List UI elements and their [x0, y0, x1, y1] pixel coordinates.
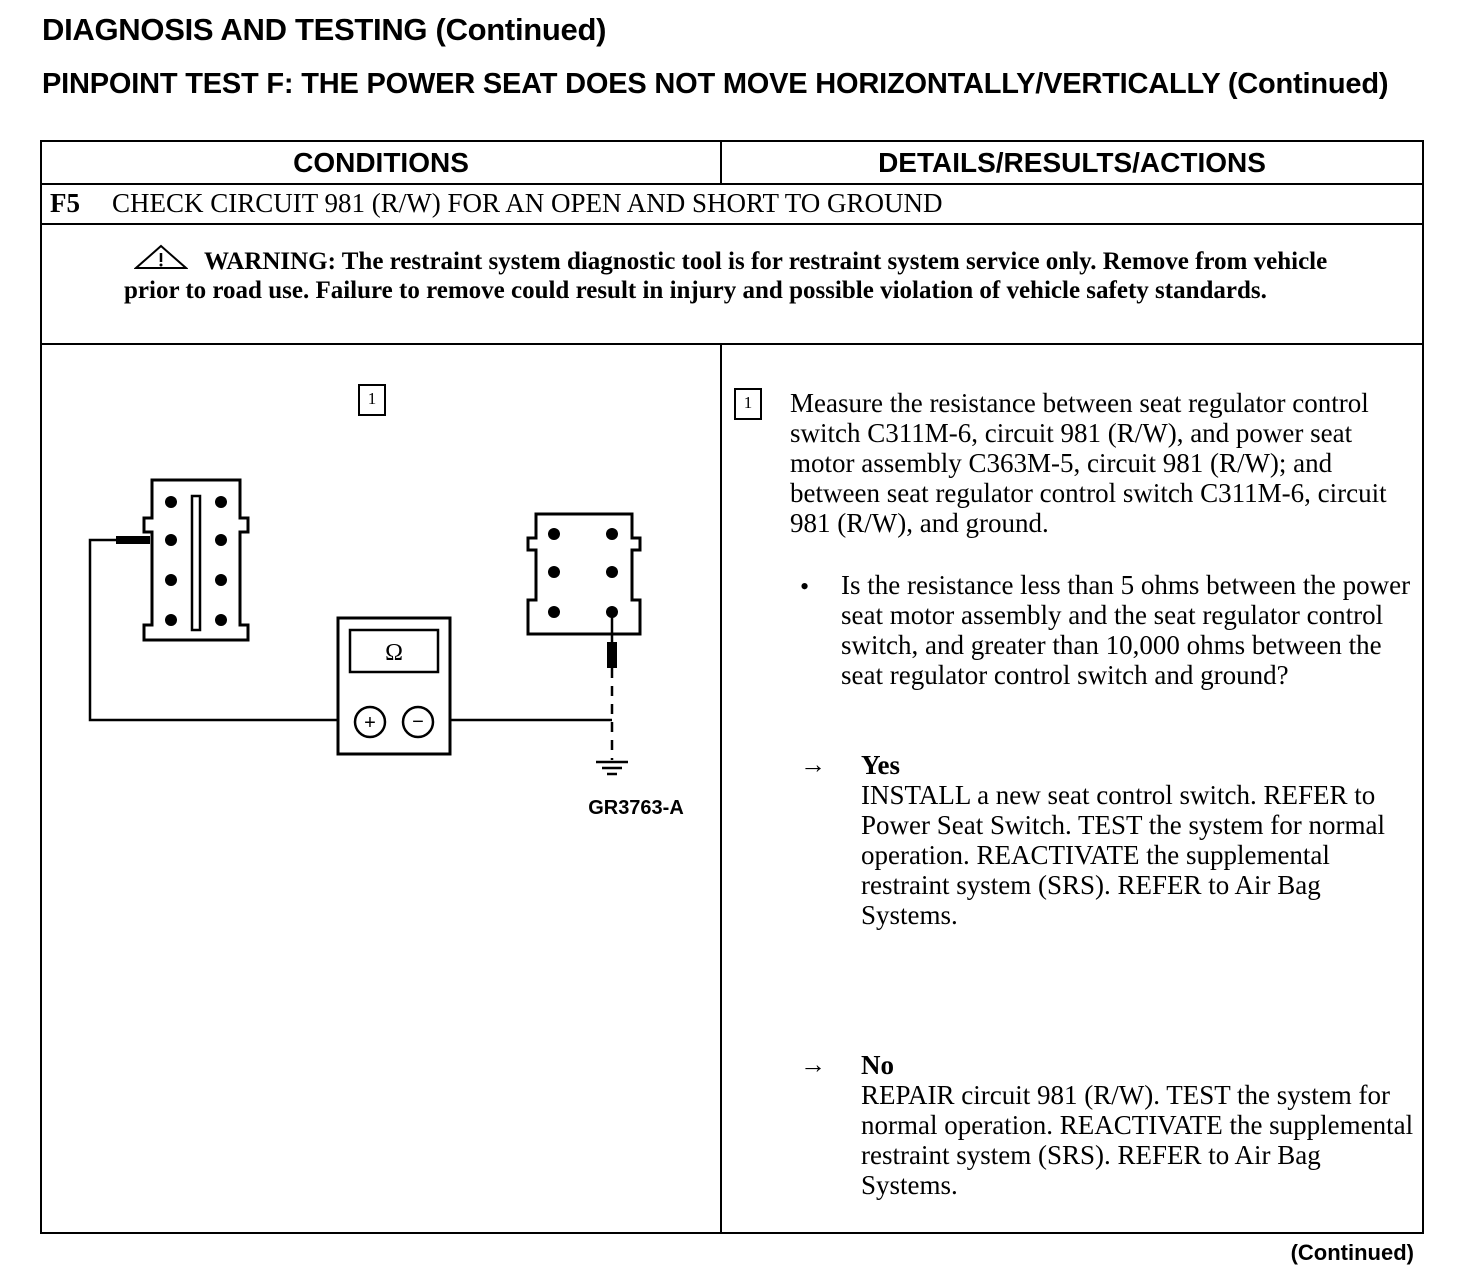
- pinpoint-test-title: PINPOINT TEST F: THE POWER SEAT DOES NOT MOVE HORIZONTALLY/VERTICALLY (Continued): [42, 68, 1389, 100]
- question-text: Is the resistance less than 5 ohms between the power seat motor assembly and the seat regulator control switch, and greater than 10,000 ohms between the seat regulator control switch and ground?: [841, 570, 1411, 690]
- ohm-symbol: Ω: [385, 640, 403, 666]
- ohmmeter: [338, 618, 450, 754]
- details-column-header: DETAILS/RESULTS/ACTIONS: [878, 147, 1266, 178]
- no-label: No: [861, 1050, 894, 1080]
- details-step-box: 1: [734, 388, 762, 420]
- step-title: CHECK CIRCUIT 981 (R/W) FOR AN OPEN AND SHORT TO GROUND: [112, 188, 943, 218]
- ground-symbol: [596, 762, 628, 774]
- step-row: [50, 186, 942, 220]
- no-action: REPAIR circuit 981 (R/W). TEST the system for normal operation. REACTIVATE the supplemental restraint system (SRS). REFER to Air Bag Systems.: [861, 1080, 1414, 1200]
- yes-answer: [861, 750, 1421, 930]
- right-probe: [607, 642, 617, 668]
- negative-terminal-label: −: [412, 711, 424, 733]
- warning-text: [124, 247, 1384, 305]
- wiring-diagram: [44, 350, 714, 830]
- yes-label: Yes: [861, 750, 900, 780]
- instruction-paragraph: Measure the resistance between seat regulator control switch C311M-6, circuit 981 (R/W), and power seat motor assembly C363M-5, circuit 981 (R/W); and between seat regulator control switch C311M-6, circuit 981 (R/W), and ground.: [790, 388, 1387, 538]
- yes-arrow-icon: →: [800, 750, 826, 779]
- no-arrow-icon: →: [800, 1050, 826, 1079]
- footer-continued: (Continued): [1290, 1240, 1414, 1265]
- positive-lead: [90, 540, 340, 720]
- diagram-step-box: 1: [358, 384, 386, 416]
- motor-connector: [528, 514, 640, 634]
- positive-terminal-label: +: [364, 712, 376, 734]
- left-probe: [116, 536, 150, 544]
- instruction-text: [790, 388, 1420, 538]
- figure-id: GR3763-A: [588, 797, 684, 819]
- section-title: DIAGNOSIS AND TESTING (Continued): [42, 12, 607, 47]
- conditions-column-header: CONDITIONS: [293, 147, 469, 178]
- no-answer: [861, 1050, 1421, 1200]
- step-id: F5: [50, 188, 80, 218]
- yes-action: INSTALL a new seat control switch. REFER to Power Seat Switch. TEST the system for normal operation. REACTIVATE the supplemental restraint system (SRS). REFER to Air Bag Systems.: [861, 780, 1385, 930]
- bullet-icon: •: [800, 572, 810, 601]
- warning-text-content: WARNING: The restraint system diagnostic tool is for restraint system service only. Remove from vehicle prior to road use. Failure to remove could result in injury and possible violation of vehicle safety standards.: [124, 248, 1328, 304]
- switch-connector: [144, 480, 248, 640]
